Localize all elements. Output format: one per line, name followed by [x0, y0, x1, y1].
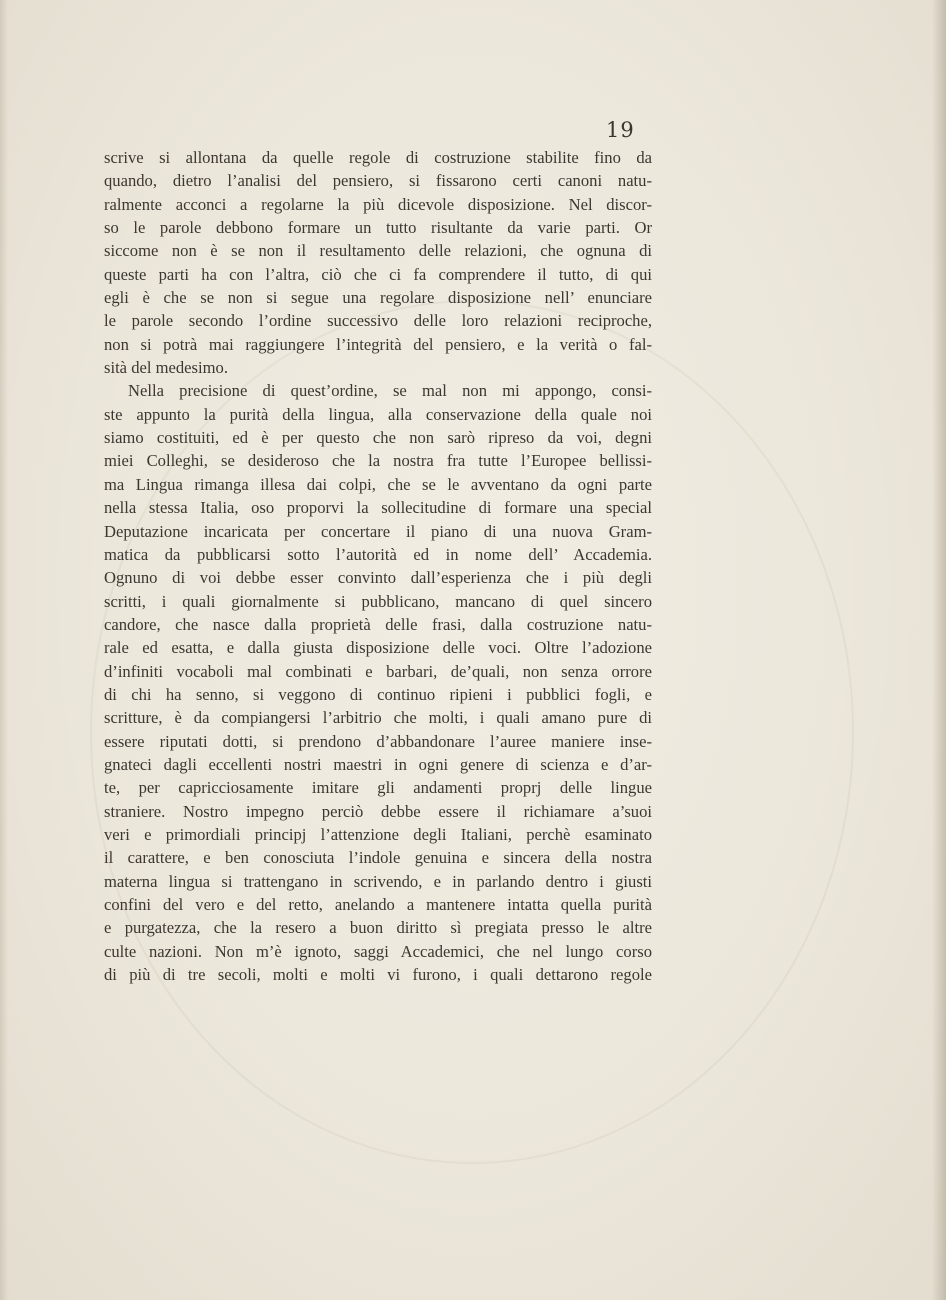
body-text — [104, 146, 652, 986]
text-line: culte nazioni. Non m’è ignoto, saggi Accademici, che nel lungo corso — [104, 941, 652, 961]
page-number: 19 — [606, 118, 635, 142]
text-line: matica da pubblicarsi sotto l’autorità ed in nome dell’ Accademia. — [104, 544, 652, 564]
text-line: scritture, è da compiangersi l’arbitrio che molti, i quali amano pure di — [104, 708, 652, 728]
text-line: scrive si allontana da quelle regole di costruzione stabilite fino da — [104, 148, 652, 167]
text-line: ma Lingua rimanga illesa dai colpi, che se le avventano da ogni parte — [104, 474, 652, 494]
text-line: ste appunto la purità della lingua, alla conservazione della quale noi — [104, 404, 652, 424]
page-left-edge-shadow — [0, 0, 8, 1300]
text-line: gnateci dagli eccellenti nostri maestri in ogni genere di scienza e d’ar- — [104, 754, 652, 774]
text-line: siccome non è se non il resultamento delle relazioni, che ognuna di — [104, 241, 652, 261]
text-line: d’infiniti vocaboli mal combinati e barbari, de’quali, non senza orrore — [104, 661, 652, 681]
text-line: non si potrà mai raggiungere l’integrità del pensiero, e la verità o fal- — [104, 334, 652, 354]
text-line: quando, dietro l’analisi del pensiero, si fissarono certi canoni natu- — [104, 171, 652, 191]
text-line: candore, che nasce dalla proprietà delle frasi, dalla costruzione natu- — [104, 614, 652, 634]
text-line: Nella precisione di quest’ordine, se mal non mi appongo, consi- — [128, 381, 652, 401]
text-line: Ognuno di voi debbe esser convinto dall’esperienza che i più degli — [104, 568, 652, 588]
text-line: queste parti ha con l’altra, ciò che ci fa comprendere il tutto, di qui — [104, 264, 652, 284]
text-line: essere riputati dotti, si prendono d’abbandonare l’auree maniere inse- — [104, 731, 652, 751]
text-line: straniere. Nostro impegno perciò debbe essere il richiamare a’suoi — [104, 801, 652, 821]
text-line: miei Colleghi, se desideroso che la nostra fra tutte l’Europee bellissi- — [104, 451, 652, 471]
text-line: di chi ha senno, si veggono di continuo ripieni i pubblici fogli, e — [104, 684, 652, 704]
text-line: so le parole debbono formare un tutto risultante da varie parti. Or — [104, 218, 652, 238]
text-line: di più di tre secoli, molti e molti vi furono, i quali dettarono regole — [104, 965, 652, 985]
text-line: egli è che se non si segue una regolare disposizione nell’ enunciare — [104, 288, 652, 308]
text-line: materna lingua si trattengano in scrivendo, e in parlando dentro i giusti — [104, 871, 652, 891]
text-line: sità del medesimo. — [104, 358, 228, 378]
text-line: nella stessa Italia, oso proporvi la sollecitudine di formare una special — [104, 498, 652, 518]
text-line: e purgatezza, che la resero a buon diritto sì pregiata presso le altre — [104, 918, 652, 938]
text-line: Deputazione incaricata per concertare il piano di una nuova Gram- — [104, 521, 652, 541]
text-line: veri e primordiali principj l’attenzione degli Italiani, perchè esaminato — [104, 824, 652, 844]
text-line: le parole secondo l’ordine successivo delle loro relazioni reciproche, — [104, 311, 652, 331]
page-right-edge-shadow — [932, 0, 946, 1300]
text-line: confini del vero e del retto, anelando a mantenere intatta quella purità — [104, 895, 652, 914]
text-line: siamo costituiti, ed è per questo che non sarò ripreso da voi, degni — [104, 428, 652, 448]
text-line: scritti, i quali giornalmente si pubblicano, mancano di quel sincero — [104, 591, 652, 611]
text-line: rale ed esatta, e dalla giusta disposizione delle voci. Oltre l’adozione — [104, 638, 652, 658]
text-line: ralmente acconci a regolarne la più dicevole disposizione. Nel discor- — [104, 194, 652, 214]
text-line: il carattere, e ben conosciuta l’indole genuina e sincera della nostra — [104, 848, 652, 868]
text-line: te, per capricciosamente imitare gli andamenti proprj delle lingue — [104, 778, 652, 798]
